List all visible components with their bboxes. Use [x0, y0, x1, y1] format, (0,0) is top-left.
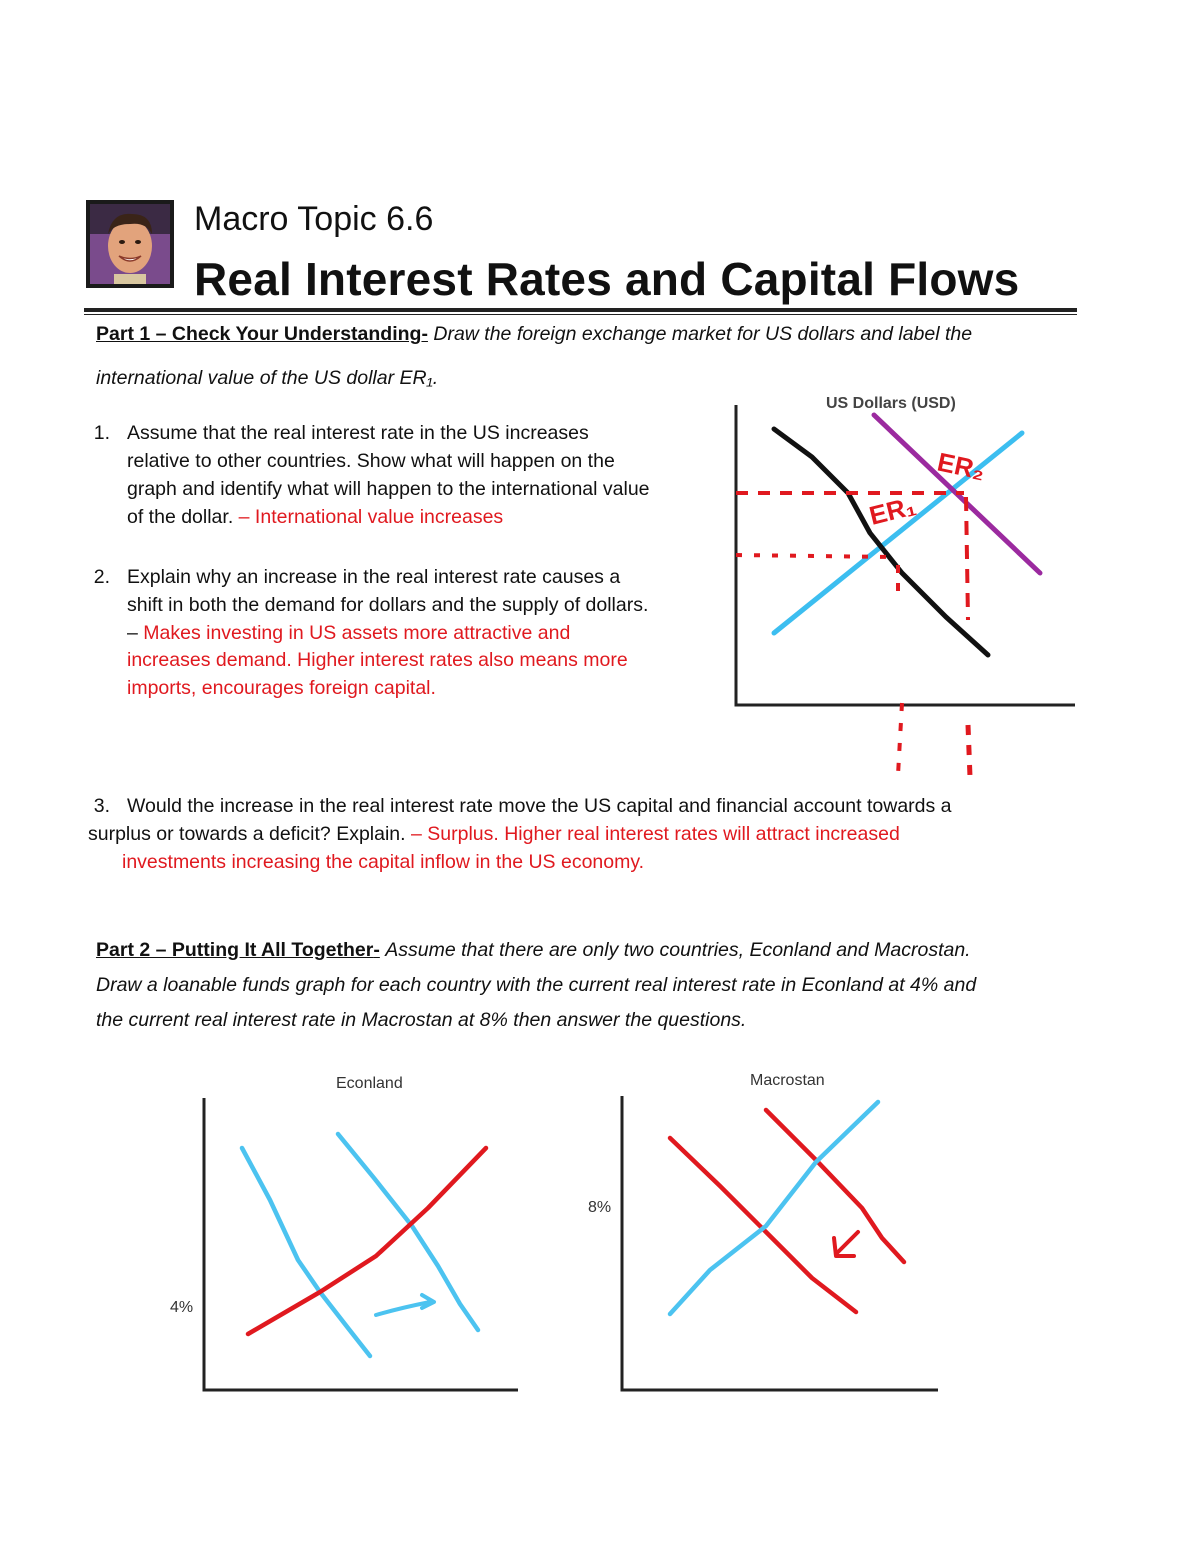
econland-graph — [160, 1060, 530, 1400]
page-title: Real Interest Rates and Capital Flows — [194, 253, 1020, 305]
forex-graph — [720, 385, 1090, 785]
q2-number: 2. — [93, 566, 110, 588]
q1-answer: – International value increases — [238, 506, 504, 528]
presenter-portrait-icon — [90, 204, 170, 284]
q3-line-1: Would the increase in the real interest rate move the US capital and financial account towards a — [127, 795, 952, 817]
avatar — [86, 200, 174, 288]
macrostan-shift-arrow-icon — [836, 1232, 858, 1254]
econland-supply-curve-shifted — [338, 1134, 478, 1330]
part1-heading-dash: - — [421, 323, 428, 345]
part2-intro — [96, 936, 971, 964]
q2-axis-guide — [968, 725, 970, 777]
q2-answer-line-1 — [127, 619, 570, 647]
q2-answer-text-1: Makes investing in US assets more attractive and — [143, 622, 571, 644]
q1-line-4 — [127, 503, 503, 531]
q1-axis-guide — [898, 703, 902, 775]
part2-heading: Part 2 – Putting It All Together — [96, 939, 374, 961]
part2-line-2: Draw a loanable funds graph for each country with the current real interest rate in Econland at 4% and — [96, 974, 977, 996]
q1-line-2: relative to other countries. Show what will happen on the — [127, 450, 615, 472]
title-divider-thin — [84, 314, 1077, 315]
q3-line-2-text: surplus or towards a deficit? Explain. — [88, 823, 406, 845]
topic-label: Macro Topic 6.6 — [194, 200, 434, 238]
q2-line-1: Explain why an increase in the real interest rate causes a — [127, 566, 621, 588]
q3-answer-2: investments increasing the capital inflow in the US economy. — [122, 851, 645, 873]
macrostan-demand-curve — [670, 1102, 878, 1314]
q3-answer-1: – Surplus. Higher real interest rates will attract increased — [411, 823, 900, 845]
q2-answer-dash: – — [127, 622, 138, 644]
part1-instructions-line2: international value of the US dollar ER₁. — [96, 367, 439, 389]
econland-title: Econland — [336, 1075, 403, 1092]
part2-line-1: Assume that there are only two countries, Econland and Macrostan. — [385, 939, 971, 961]
q3-line-2 — [88, 820, 900, 848]
q2-line-2: shift in both the demand for dollars and the supply of dollars. — [127, 594, 649, 616]
forex-graph-title: US Dollars (USD) — [826, 395, 956, 412]
macrostan-rate-label: 8% — [588, 1199, 612, 1216]
label-er2: ER₂ — [934, 446, 988, 486]
label-er1: ER₁ — [866, 490, 919, 531]
part2-heading-dash: - — [373, 939, 380, 961]
q2-answer-line-3: imports, encourages foreign capital. — [127, 677, 436, 699]
title-divider-thick — [84, 308, 1077, 312]
part1-instructions-line1: Draw the foreign exchange market for US dollars and label the — [433, 323, 973, 345]
q2-vertical-guide — [966, 497, 968, 620]
part2-line-3: the current real interest rate in Macrostan at 8% then answer the questions. — [96, 1009, 747, 1031]
q1-line-3: graph and identify what will happen to the international value — [127, 478, 650, 500]
econland-rate-label: 4% — [170, 1299, 194, 1316]
q1-line-4-text: of the dollar. — [127, 506, 234, 528]
q2-answer-line-2: increases demand. Higher interest rates also means more — [127, 649, 628, 671]
macrostan-graph — [580, 1060, 960, 1400]
q1-number: 1. — [93, 422, 110, 444]
macrostan-title: Macrostan — [750, 1072, 825, 1089]
econland-demand-curve — [248, 1148, 486, 1334]
part1-heading: Part 1 – Check Your Understanding — [96, 323, 422, 345]
q1-line-1: Assume that the real interest rate in the US increases — [127, 422, 589, 444]
part1-intro — [96, 320, 972, 348]
q3-number: 3. — [93, 795, 110, 817]
